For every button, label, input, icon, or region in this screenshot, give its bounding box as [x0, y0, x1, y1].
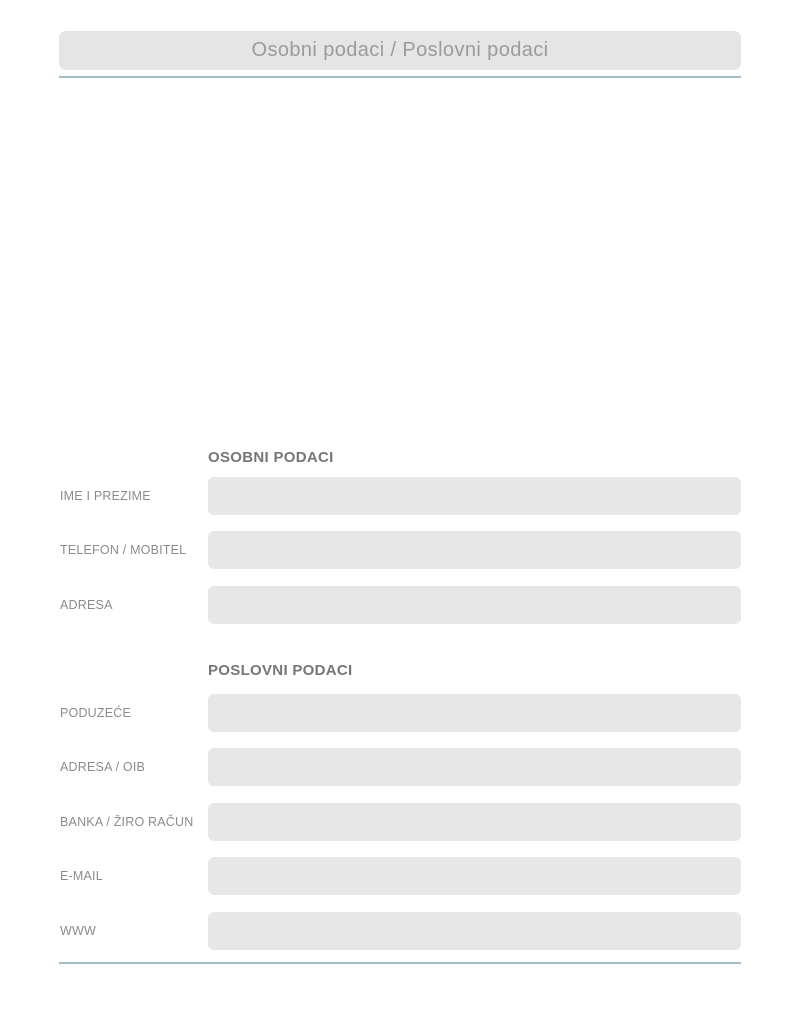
- field-poduzece[interactable]: [208, 694, 741, 732]
- field-label-adresa-oib: ADRESA / OIB: [60, 759, 146, 774]
- form-row-ime-i-prezime: [60, 477, 741, 515]
- field-label-ime-i-prezime: IME I PREZIME: [60, 488, 151, 503]
- form-row-www: [60, 912, 741, 950]
- field-label-telefon-mobitel: TELEFON / MOBITEL: [60, 542, 187, 557]
- field-adresa-oib[interactable]: [208, 748, 741, 786]
- section-heading-poslovni-podaci: POSLOVNI PODACI: [208, 662, 353, 679]
- field-banka-ziro-racun[interactable]: [208, 803, 741, 841]
- field-label-poduzece: PODUZEĆE: [60, 705, 132, 720]
- field-telefon-mobitel[interactable]: [208, 531, 741, 569]
- form-row-banka-ziro-racun: [60, 803, 741, 841]
- field-label-www: WWW: [60, 923, 96, 938]
- field-label-banka-ziro-racun: BANKA / ŽIRO RAČUN: [60, 814, 194, 829]
- field-label-email: E-MAIL: [60, 868, 103, 883]
- form-row-email: [60, 857, 741, 895]
- form-row-adresa-oib: [60, 748, 741, 786]
- section-heading-osobni-podaci: OSOBNI PODACI: [208, 449, 334, 466]
- form-row-telefon-mobitel: [60, 531, 741, 569]
- page-title: Osobni podaci / Poslovni podaci: [251, 39, 549, 61]
- bottom-divider: [59, 962, 741, 964]
- form-row-poduzece: [60, 694, 741, 732]
- field-adresa[interactable]: [208, 586, 741, 624]
- field-email[interactable]: [208, 857, 741, 895]
- field-ime-i-prezime[interactable]: [208, 477, 741, 515]
- field-label-adresa: ADRESA: [60, 597, 113, 612]
- page-title-bar: [59, 31, 741, 70]
- form-row-adresa: [60, 586, 741, 624]
- field-www[interactable]: [208, 912, 741, 950]
- top-divider: [59, 76, 741, 78]
